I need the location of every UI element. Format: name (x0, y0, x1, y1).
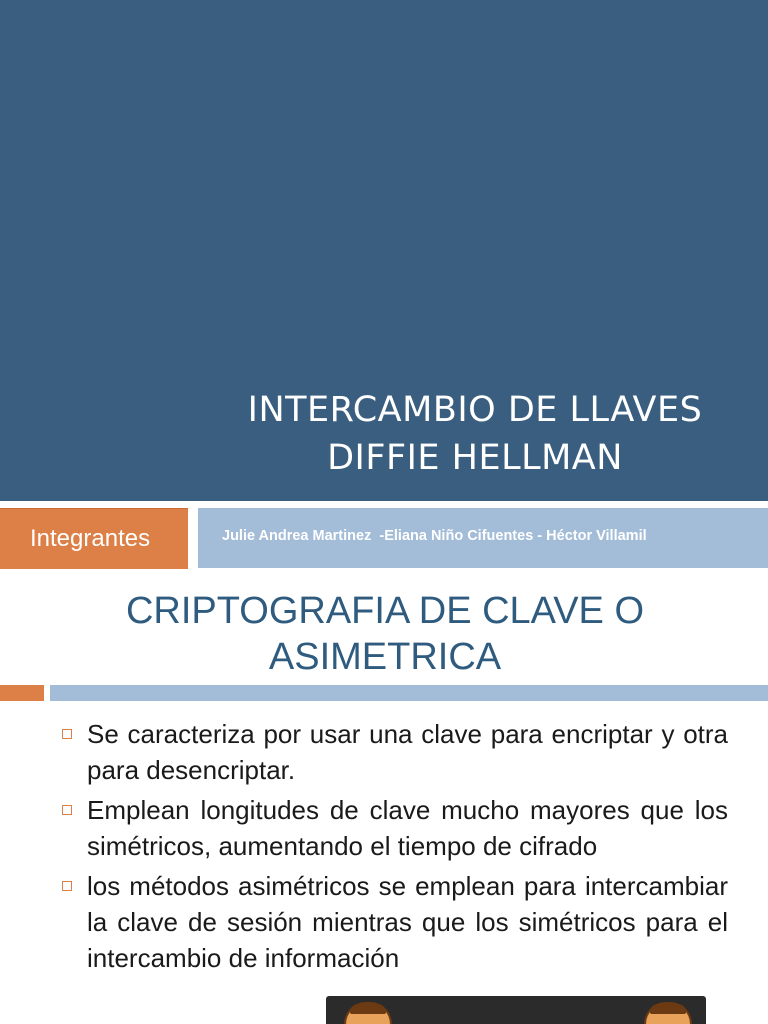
slide-heading (40, 588, 730, 680)
heading-rule-blue (50, 685, 768, 701)
people-illustration (326, 996, 706, 1024)
bullet-item (60, 792, 728, 864)
person-avatar-icon (344, 1002, 392, 1024)
presentation-title (200, 386, 750, 482)
bullet-text: Emplean longitudes de clave mucho mayores que los simétricos, aumentando el tiempo de cifrado (87, 795, 728, 861)
bullet-text: Se caracteriza por usar una clave para encriptar y otra para desencriptar. (87, 719, 728, 785)
square-bullet-icon (62, 881, 72, 891)
bullet-item (60, 868, 728, 976)
heading-rule-orange (0, 685, 44, 701)
members-names-band (198, 508, 768, 568)
presentation-title-line-1: INTERCAMBIO DE LLAVES (247, 390, 703, 430)
bullet-list (60, 716, 728, 980)
members-label-band (0, 508, 188, 569)
slide-heading-line-2: ASIMETRICA (268, 636, 502, 678)
bullet-text: los métodos asimétricos se emplean para intercambiar la clave de sesión mientras que los simétricos para el intercambio de información (87, 871, 728, 973)
square-bullet-icon (62, 729, 72, 739)
person-avatar-icon (644, 1002, 692, 1024)
members-label: Integrantes (30, 525, 151, 552)
members-names: Julie Andrea Martinez -Eliana Niño Cifuentes - Héctor Villamil (222, 528, 647, 544)
square-bullet-icon (62, 805, 72, 815)
slide-heading-line-1: CRIPTOGRAFIA DE CLAVE O (125, 590, 645, 632)
presentation-title-line-2: DIFFIE HELLMAN (327, 438, 623, 478)
title-slide-background (0, 0, 768, 501)
bullet-item (60, 716, 728, 788)
